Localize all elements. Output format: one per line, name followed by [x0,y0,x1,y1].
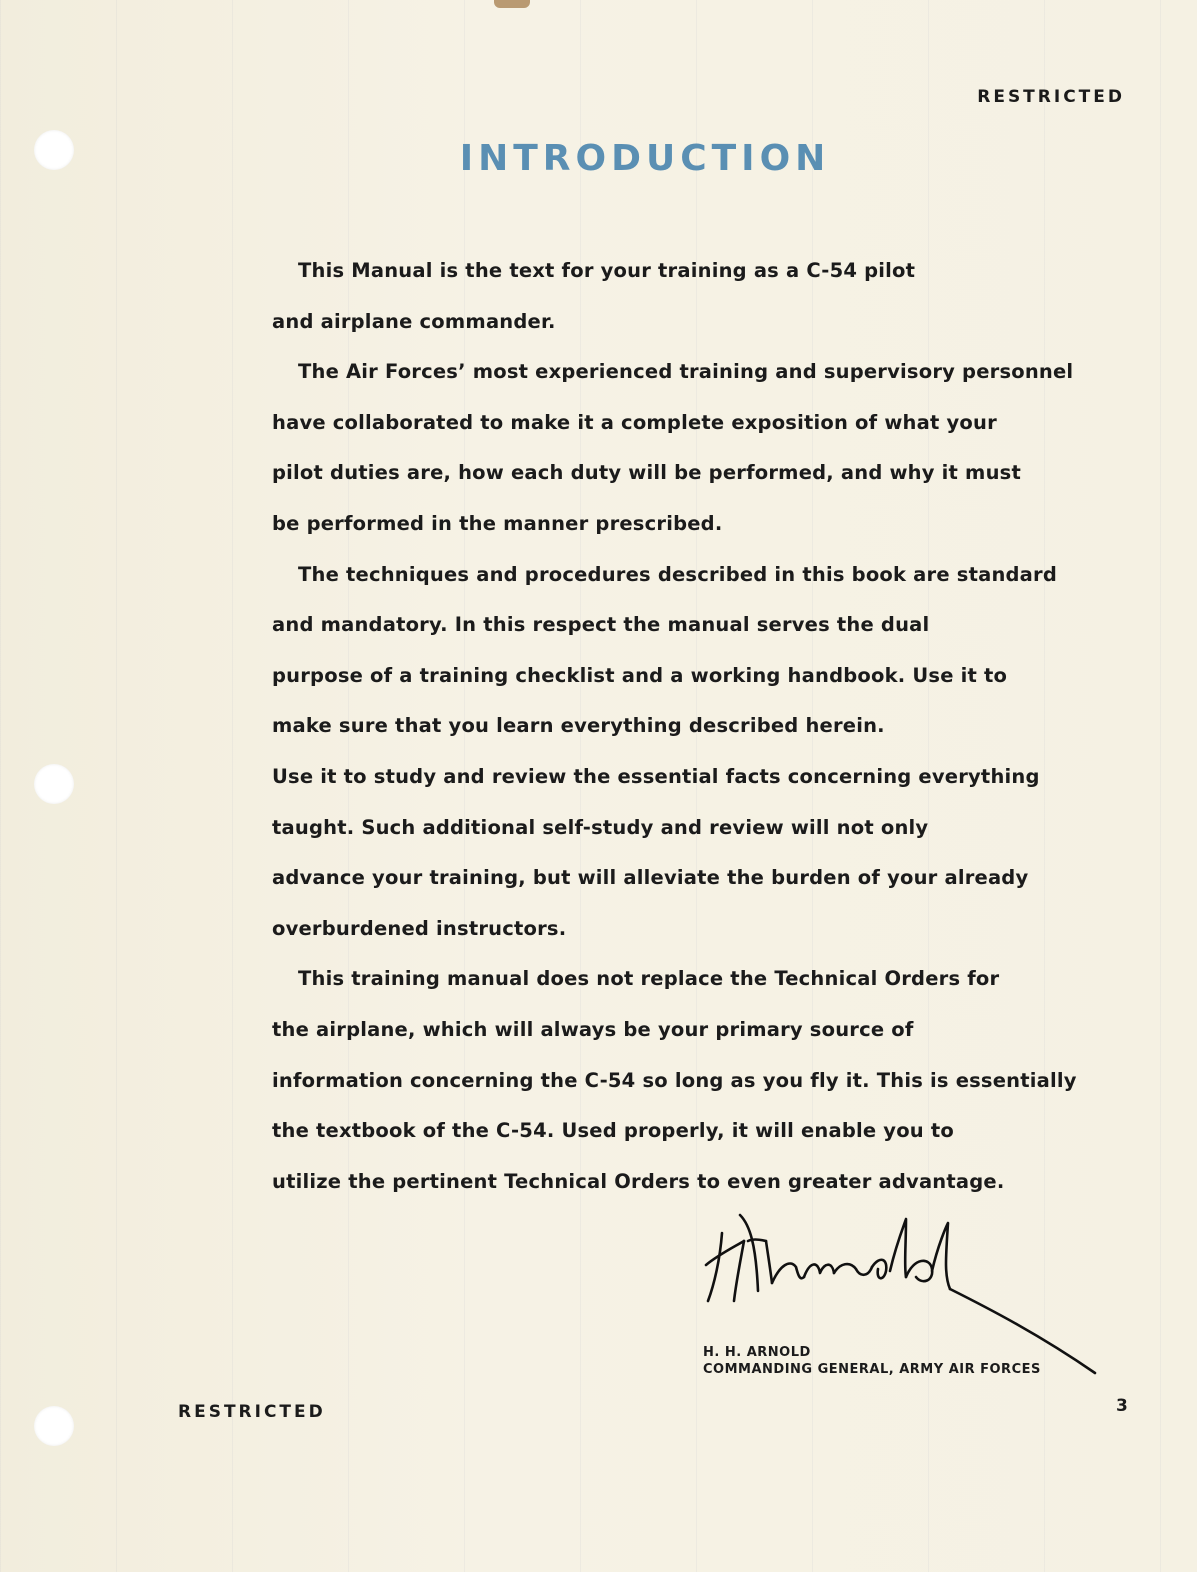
paragraph [272,954,1077,1207]
footer-classification: RESTRICTED [178,1402,326,1422]
text-line: the airplane, which will always be your primary source of [272,1017,914,1041]
text-line: and airplane commander. [272,309,556,333]
page-title: INTRODUCTION [459,138,831,179]
punch-hole [34,764,74,804]
text-line: Use it to study and review the essential facts concerning everything [272,764,1040,788]
text-line: overburdened instructors. [272,916,567,940]
text-line: be performed in the manner prescribed. [272,511,723,535]
signatory-name: H. H. ARNOLD [703,1345,811,1360]
text-line: information concerning the C-54 so long as you fly it. This is essentially [272,1068,1077,1092]
paragraph [272,550,1058,955]
text-line: The Air Forces’ most experienced training and supervisory personnel [298,360,1074,384]
text-line: have collaborated to make it a complete exposition of what your [272,410,997,434]
text-line: pilot duties are, how each duty will be performed, and why it must [272,461,1021,485]
signatory-title: COMMANDING GENERAL, ARMY AIR FORCES [703,1362,1041,1377]
text-line: make sure that you learn everything described herein. [272,714,885,738]
text-line: advance your training, but will alleviate the burden of your already [272,866,1029,890]
page-number: 3 [1116,1396,1128,1416]
signatory-block [703,1344,1041,1378]
paragraph [272,246,1042,347]
paragraph [272,347,1074,549]
tab-mark [494,0,530,8]
text-line: and mandatory. In this respect the manual serves the dual [272,613,930,637]
header-classification: RESTRICTED [977,87,1125,107]
text-line: This Manual is the text for your training as a C-54 pilot [298,259,916,282]
text-line: purpose of a training checklist and a working handbook. Use it to [272,663,1008,687]
text-line: taught. Such additional self-study and review will not only [272,815,929,839]
introduction-body [272,246,1077,1207]
text-line: The techniques and procedures described in this book are standard [298,562,1058,586]
text-line: This training manual does not replace the Technical Orders for [298,967,1000,991]
text-line: the textbook of the C-54. Used properly, it will enable you to [272,1119,954,1143]
punch-hole [34,1406,74,1446]
text-line: utilize the pertinent Technical Orders to even greater advantage. [272,1169,1005,1193]
